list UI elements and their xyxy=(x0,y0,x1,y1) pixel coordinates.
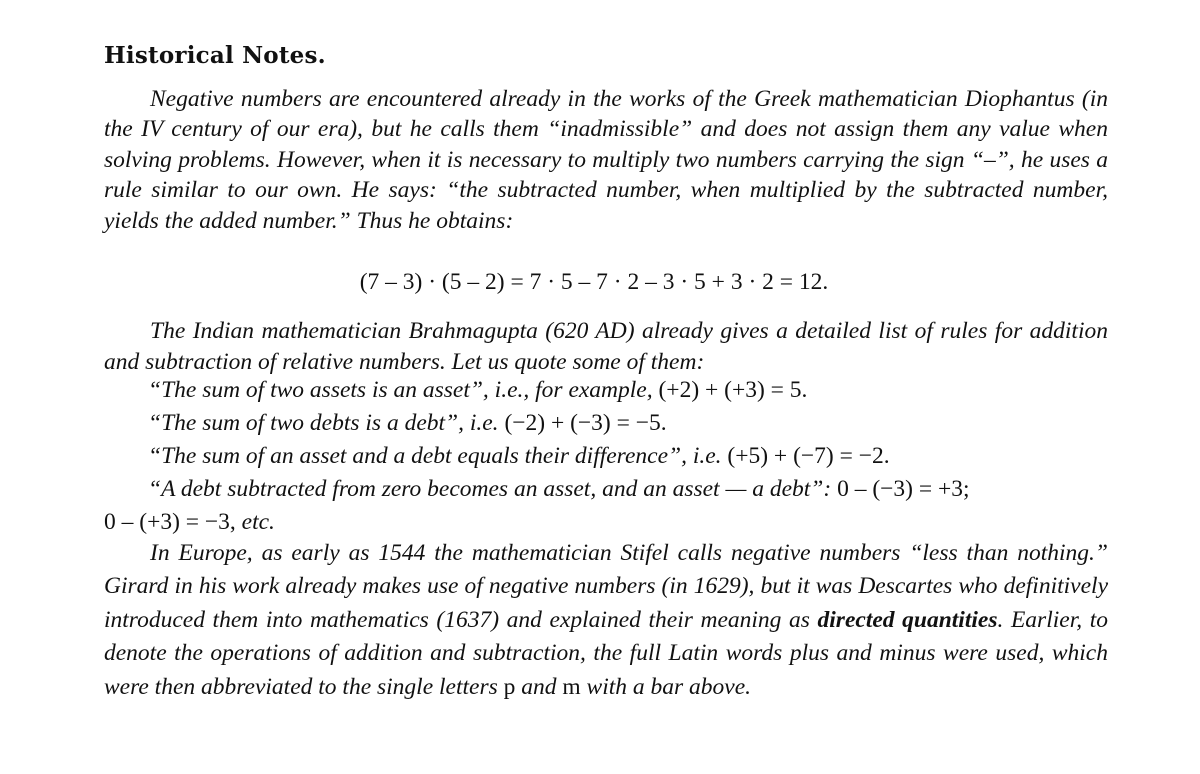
rule-math: (+2) + (+3) = 5. xyxy=(658,377,808,403)
rule-math: 0 – (−3) = +3; xyxy=(837,476,970,502)
paragraph-text: In Europe, as early as 1544 the mathematician Stifel calls negative numbers “less than nothing.” Girard in his work already makes use of negative numbers (in 1629), but it was Descartes who definitively introduced them into mathematics (1637) and explained their meaning as xyxy=(104,540,1108,633)
rule-line xyxy=(104,440,1108,473)
paragraph-brahmagupta: The Indian mathematician Brahmagupta (620 AD) already gives a detailed list of rules for addition and subtraction of relative numbers. Let us quote some of them: xyxy=(104,318,1108,375)
rule-quote: “The sum of two assets is an asset”, i.e., for example, xyxy=(148,377,659,403)
rule-math: 0 – (+3) = −3, xyxy=(104,509,236,535)
paragraph-text: . Earlier, to denote the operations of addition and subtraction, the full Latin words plus and minus were used, which were then abbreviated to the single letters xyxy=(104,606,1108,700)
rule-quote: “The sum of two debts is a debt”, i.e. xyxy=(148,410,505,436)
rule-math: (−2) + (−3) = −5. xyxy=(504,410,667,436)
letter-p: p xyxy=(503,673,516,700)
equation-diophantus xyxy=(0,267,1200,297)
rule-line xyxy=(104,407,1108,440)
section-heading: Historical Notes. xyxy=(104,42,326,69)
brahmagupta-rules xyxy=(104,374,1108,539)
rule-math: (+5) + (−7) = −2. xyxy=(727,443,890,469)
letter-m: m xyxy=(562,673,581,700)
bold-term: directed quantities xyxy=(817,606,998,633)
rule-quote: “A debt subtracted from zero becomes an asset, and an asset — a debt”: xyxy=(148,476,838,502)
paragraph-text: and xyxy=(515,673,563,700)
rule-line xyxy=(104,374,1108,407)
rule-tail-text: etc. xyxy=(235,509,275,535)
paragraph-text: with a bar above. xyxy=(580,673,752,700)
rule-quote: “The sum of an asset and a debt equals their difference”, i.e. xyxy=(148,443,728,469)
paragraph-diophantus: Negative numbers are encountered already in the works of the Greek mathematician Diophantus (in the IV century of our era), but he calls them “inadmissible” and does not assign them any value when solving problems. However, when it is necessary to multiply two numbers carrying the sign “–”, he uses a rule similar to our own. He says: “the subtracted number, when multiplied by the subtracted number, yields the added number.” Thus he obtains: xyxy=(104,86,1108,234)
equation-text: (7 – 3) · (5 – 2) = 7 · 5 – 7 · 2 – 3 · 5 + 3 · 2 = 12. xyxy=(359,269,829,295)
rule-line-continuation xyxy=(104,506,1108,539)
rule-line xyxy=(104,473,1108,506)
paragraph-europe xyxy=(104,537,1108,704)
